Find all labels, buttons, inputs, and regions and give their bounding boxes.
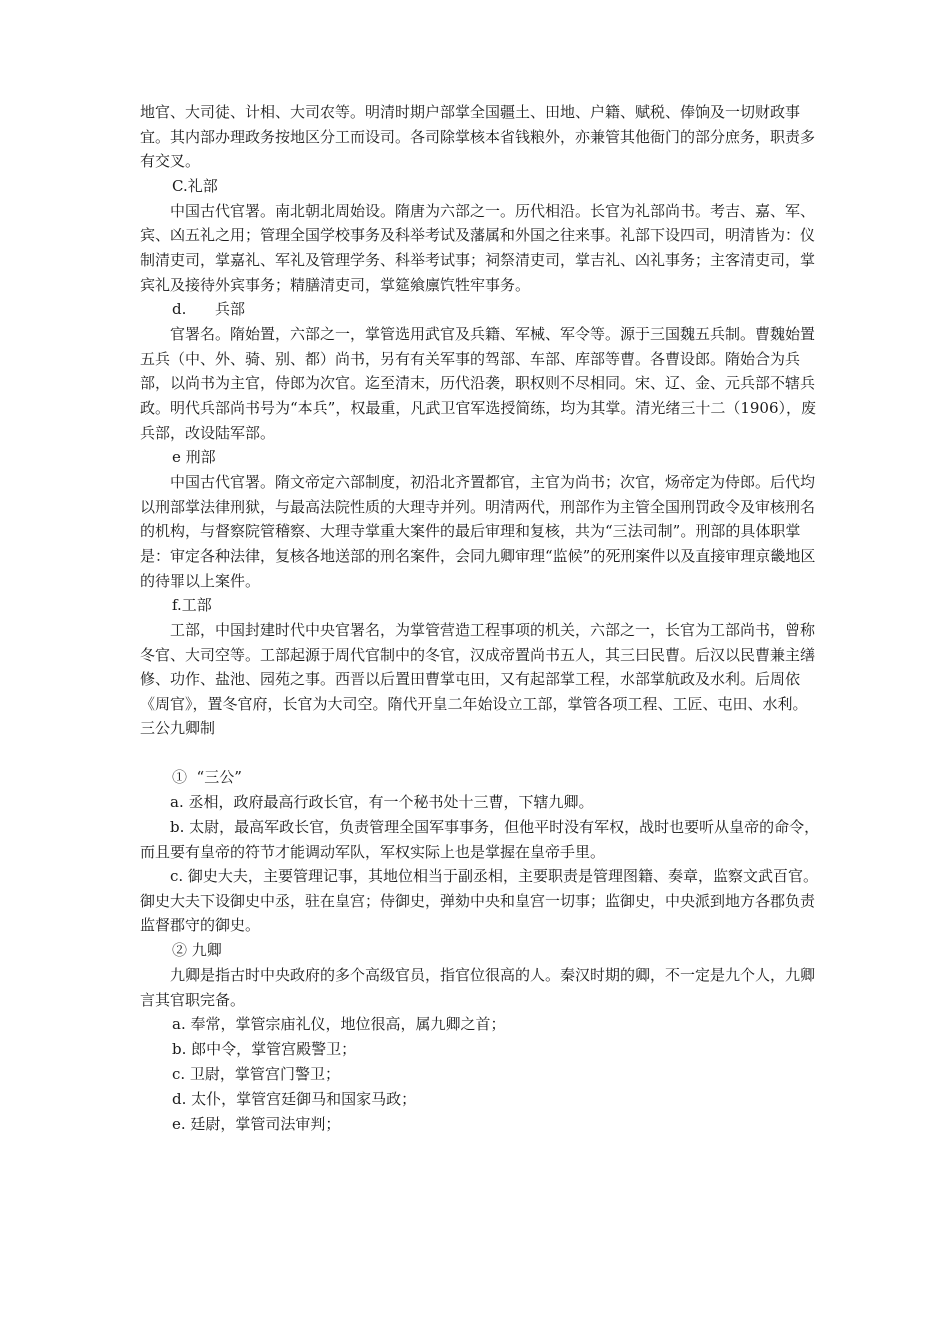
jiuqing-item-c: c. 卫尉，掌管宫门警卫；: [172, 1065, 340, 1084]
jiuqing-item-e: e. 廷尉，掌管司法审判；: [172, 1115, 341, 1134]
sangong-item-a: a. 丞相，政府最高行政长官，有一个秘书处十三曹，下辖九卿。: [170, 793, 594, 812]
gongbu-heading: f.工部: [172, 596, 212, 615]
hubu-tail-paragraph: 地官、大司徒、计相、大司农等。明清时期户部掌全国疆土、田地、户籍、赋税、俸饷及一切财政事宜。其内部办理政务按地区分工而设司。各司除掌核本省钱粮外，亦兼管其他衙门的部分庶务，职责多有交叉。: [140, 103, 816, 171]
bingbu-paragraph: 官署名。隋始置，六部之一，掌管选用武官及兵籍、军械、军令等。源于三国魏五兵制。曹魏始置五兵（中、外、骑、别、都）尚书，另有有关军事的驾部、车部、库部等曹。各曹设郎。隋始合为兵部，以尚书为主官，侍郎为次官。迄至清末，历代沿袭，职权则不尽相同。宋、辽、金、元兵部不辖兵政。明代兵部尚书号为“本兵”，权最重，凡武卫官军选授简练，均为其掌。清光绪三十二（1906），废兵部，改设陆军部。: [140, 325, 817, 442]
sangong-item-c: c. 御史大夫，主要管理记事，其地位相当于副丞相，主要职责是管理图籍、奏章，监察文武百官。御史大夫下设御史中丞，驻在皇宫；侍御史，弹劾中央和皇宫一切事；监御史，中央派到地方各郡负责监督郡守的御史。: [140, 867, 818, 935]
gongbu-paragraph: 工部，中国封建时代中央官署名，为掌管营造工程事项的机关，六部之一，长官为工部尚书，曾称冬官、大司空等。工部起源于周代官制中的冬官，汉成帝置尚书五人，其三曰民曹。后汉以民曹兼主缮修、功作、盐池、园苑之事。西晋以后置田曹掌屯田，又有起部掌工程，水部掌航政及水利。后周依《周官》，置冬官府，长官为大司空。隋代开皇二年始设立工部，掌管各项工程、工匠、屯田、水利。: [140, 621, 816, 713]
libu-paragraph: 中国古代官署。南北朝北周始设。隋唐为六部之一。历代相沿。长官为礼部尚书。考吉、嘉、军、宾、凶五礼之用；管理全国学校事务及科举考试及藩属和外国之往来事。礼部下设四司，明清皆为：仪制清吏司，掌嘉礼、军礼及管理学务、科举考试事；祠祭清吏司，掌吉礼、凶礼事务；主客清吏司，掌宾礼及接待外宾事务；精膳清吏司，掌筵飨廪饩牲牢事务。: [140, 201, 816, 294]
xingbu-paragraph: 中国古代官署。隋文帝定六部制度，初沿北齐置都官，主官为尚书；次官，炀帝定为侍郎。后代均以刑部掌法律刑狱，与最高法院性质的大理寺并列。明清两代，刑部作为主管全国刑罚政令及审核刑名的机构，与督察院管稽察、大理寺掌重大案件的最后审理和复核，共为“三法司制”。刑部的具体职掌是：审定各种法律，复核各地送部的刑名案件，会同九卿审理“监候”的死刑案件以及直接审理京畿地区的待罪以上案件。: [140, 473, 816, 590]
jiuqing-intro: 九卿是指古时中央政府的多个高级官员，指官位很高的人。秦汉时期的卿，不一定是九个人，九卿言其官职完备。: [140, 966, 816, 1009]
bingbu-heading: d. 兵部: [172, 300, 245, 319]
document-page: [140, 100, 820, 1137]
sangong-heading: ① “三公”: [172, 768, 242, 787]
sangong-item-b: b. 太尉，最高军政长官，负责管理全国军事事务，但他平时没有军权，战时也要听从皇帝的命令，而且要有皇帝的符节才能调动军队，军权实际上也是掌握在皇帝手里。: [140, 818, 820, 861]
sangong-jiuqing-title: 三公九卿制: [140, 719, 216, 738]
xingbu-heading: e 刑部: [172, 448, 216, 467]
blank-line: [140, 741, 820, 765]
jiuqing-item-a: a. 奉常，掌管宗庙礼仪，地位很高，属九卿之首；: [172, 1015, 506, 1034]
jiuqing-heading: ② 九卿: [172, 941, 222, 960]
jiuqing-item-b: b. 郎中令，掌管宫殿警卫；: [172, 1040, 357, 1059]
libu-heading: C.礼部: [172, 176, 218, 195]
jiuqing-item-d: d. 太仆，掌管宫廷御马和国家马政；: [172, 1090, 417, 1109]
